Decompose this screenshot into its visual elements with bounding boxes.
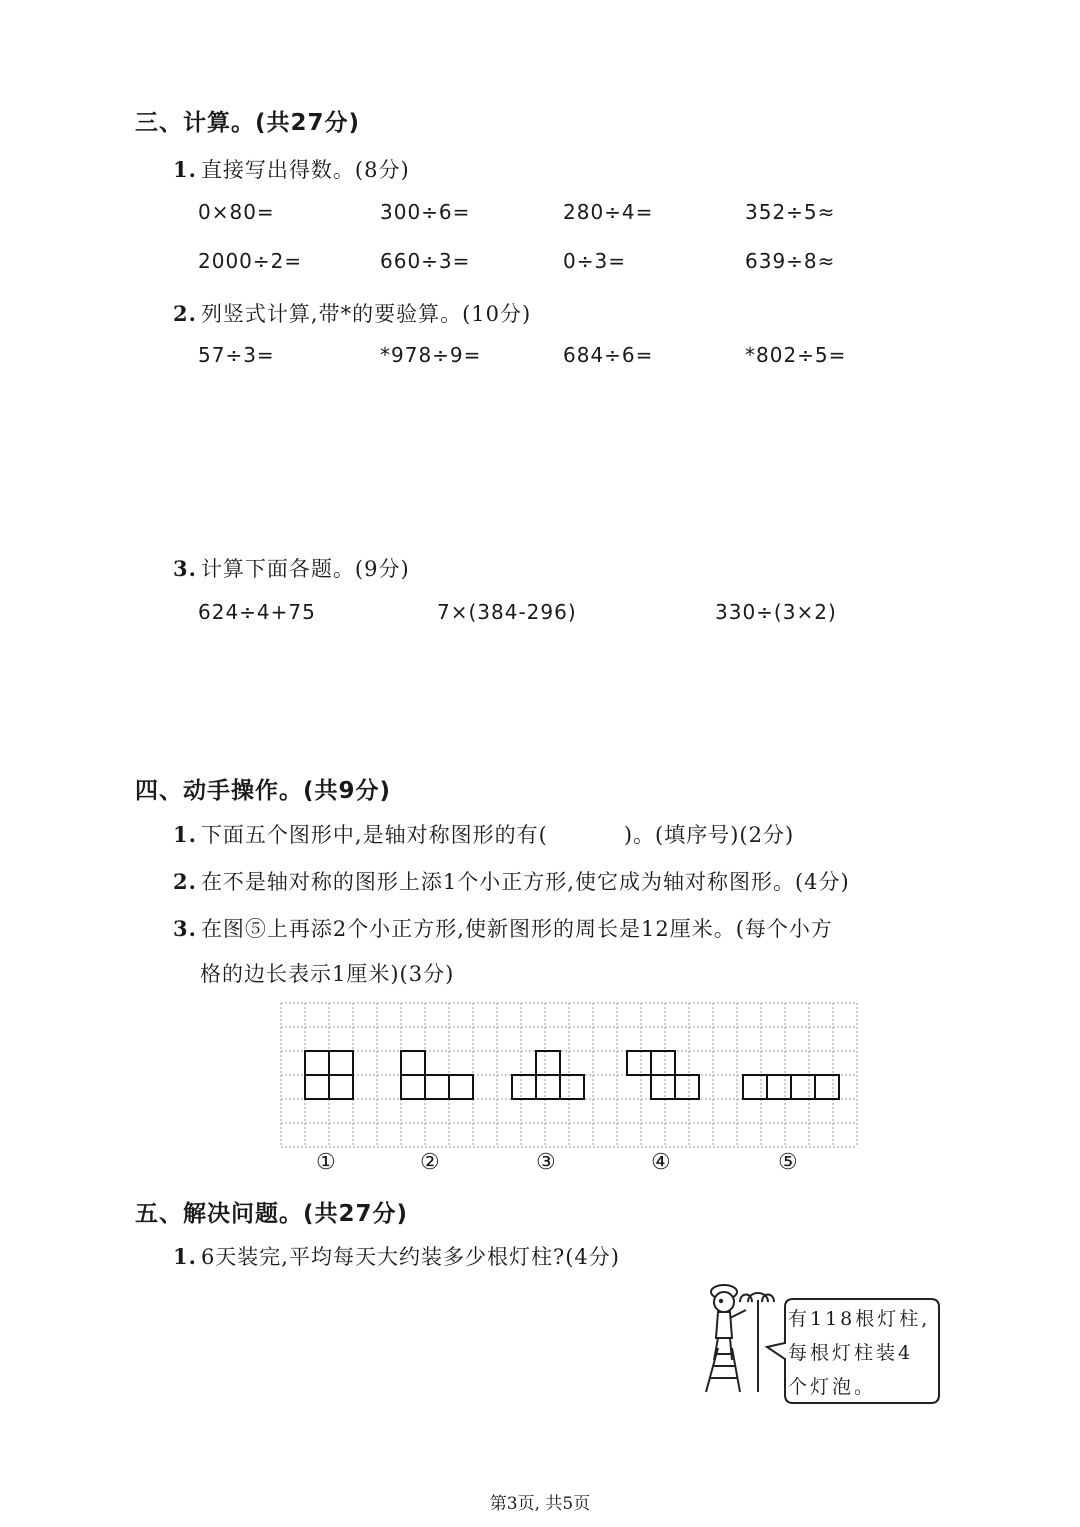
question-5-1 [173, 1241, 620, 1271]
expression: 57÷3= [198, 343, 275, 367]
question-4-3 [173, 913, 833, 943]
grid-figure[interactable] [278, 1000, 860, 1150]
question-text: 在图⑤上再添2个小正方形,使新图形的周长是12厘米。(每个小方 [200, 917, 833, 941]
expression: *978÷9= [380, 343, 482, 367]
bubble-line-2: 每根灯柱装4 [788, 1342, 914, 1364]
question-text: 6天装完,平均每天大约装多少根灯柱?(4分) [200, 1245, 620, 1269]
question-3-2 [173, 298, 531, 328]
question-number: 2. [173, 301, 197, 326]
question-text: 计算下面各题。(9分) [200, 557, 410, 581]
expression: 330÷(3×2) [715, 600, 837, 624]
section-5-title: 五、解决问题。(共27分) [135, 1201, 409, 1227]
figure-5 [743, 1075, 839, 1099]
figure-label: ⑤ [778, 1150, 798, 1175]
question-number: 1. [173, 1244, 197, 1269]
expression: 352÷5≈ [745, 200, 836, 224]
expression: 300÷6= [380, 200, 471, 224]
question-number: 3. [173, 556, 197, 581]
expression: 0÷3= [563, 249, 626, 273]
bubble-line-1: 有118根灯柱, [788, 1308, 931, 1330]
question-number: 2. [173, 869, 197, 894]
page-footer: 第3页, 共5页 [489, 1494, 591, 1514]
figure-1 [305, 1051, 353, 1099]
figure-4 [627, 1051, 699, 1099]
expression: 0×80= [198, 200, 275, 224]
question-4-2 [173, 866, 850, 896]
question-text: 列竖式计算,带*的要验算。(10分) [200, 302, 532, 326]
expression: 7×(384-296) [437, 600, 577, 624]
section-3-title: 三、计算。(共27分) [135, 110, 361, 136]
question-4-3-line2: 格的边长表示1厘米)(3分) [200, 962, 455, 986]
question-3-1 [173, 154, 410, 184]
figure-3 [512, 1051, 584, 1099]
question-text: 直接写出得数。(8分) [200, 158, 410, 182]
figure-label: ③ [536, 1150, 556, 1175]
question-text: 下面五个图形中,是轴对称图形的有( [200, 823, 548, 847]
question-number: 3. [173, 916, 197, 941]
question-text: 在不是轴对称的图形上添1个小正方形,使它成为轴对称图形。(4分) [200, 870, 850, 894]
expression: *802÷5= [745, 343, 847, 367]
figure-label: ① [316, 1150, 336, 1175]
question-3-3 [173, 553, 410, 583]
bubble-line-3: 个灯泡。 [788, 1376, 877, 1398]
figure-2 [401, 1051, 473, 1099]
question-number: 1. [173, 822, 197, 847]
question-number: 1. [173, 157, 197, 182]
figure-label: ④ [651, 1150, 671, 1175]
figure-label: ② [420, 1150, 440, 1175]
question-text: )。(填序号)(2分) [623, 823, 795, 847]
section-4-title: 四、动手操作。(共9分) [135, 778, 392, 804]
expression: 639÷8≈ [745, 249, 836, 273]
expression: 684÷6= [563, 343, 654, 367]
expression: 660÷3= [380, 249, 471, 273]
expression: 280÷4= [563, 200, 654, 224]
expression: 624÷4+75 [198, 600, 316, 624]
question-4-1 [173, 819, 794, 849]
expression: 2000÷2= [198, 249, 303, 273]
